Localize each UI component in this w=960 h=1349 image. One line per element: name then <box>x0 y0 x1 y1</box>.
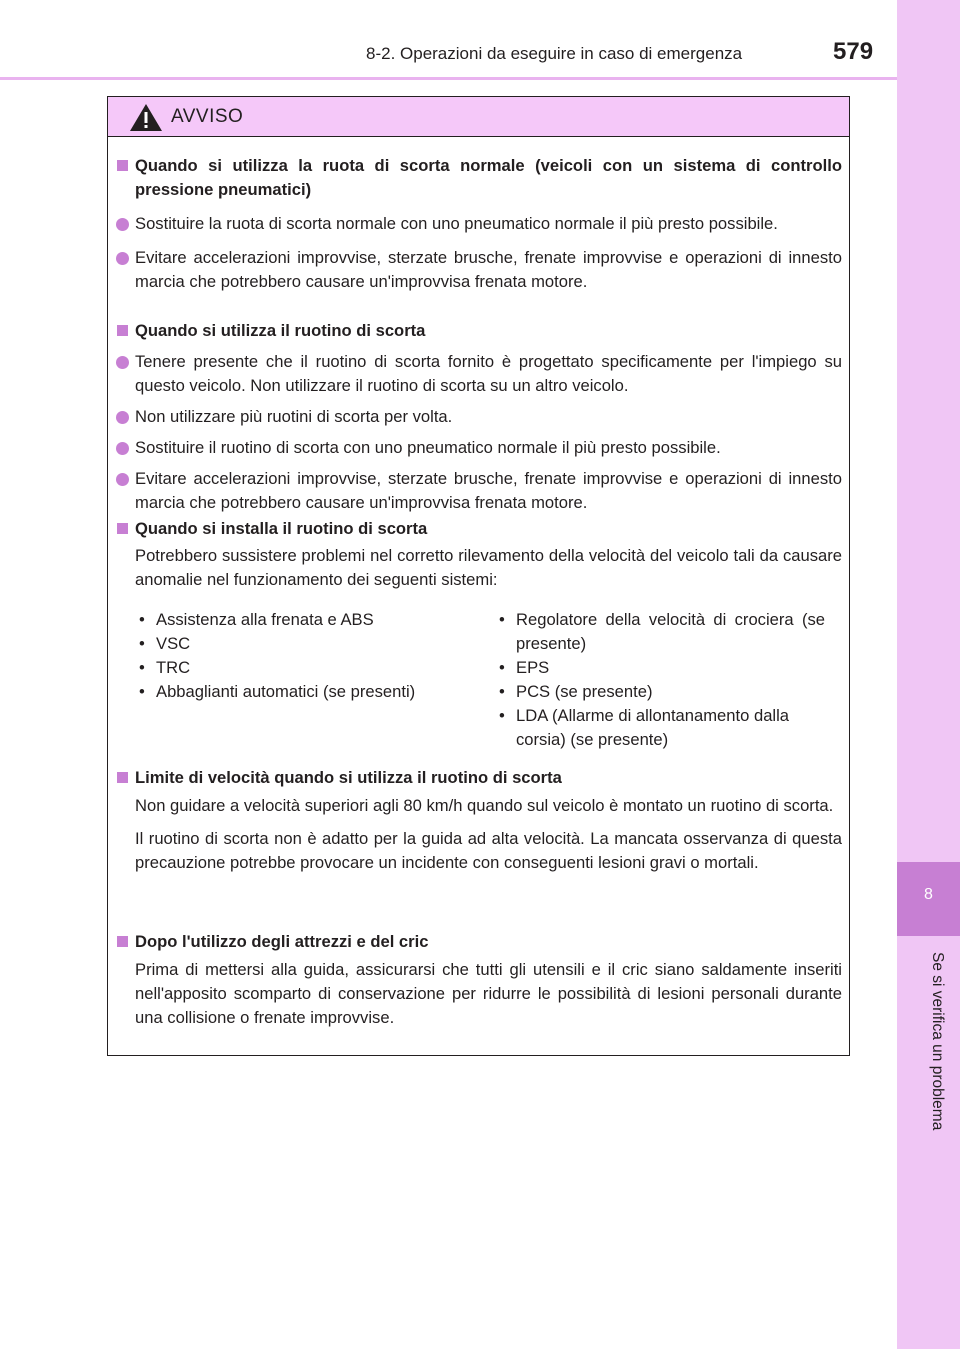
section-spare-wheel <box>114 154 842 294</box>
systems-list-left <box>135 608 480 704</box>
section-heading: Quando si utilizza il ruotino di scorta <box>114 319 842 343</box>
list-item: • Regolatore della velocità di crociera (se presente) <box>495 608 825 656</box>
list-item: • EPS <box>495 656 825 680</box>
section-after-tools <box>114 930 842 1030</box>
circle-bullet-icon <box>116 442 129 455</box>
section-paragraph: Il ruotino di scorta non è adatto per la guida ad alta velocità. La mancata osservanza di questa precauzione potrebbe provocare un incidente con conseguenti lesioni gravi o mortali. <box>135 829 842 872</box>
section-compact-spare <box>114 319 842 515</box>
section-heading: Quando si installa il ruotino di scorta <box>114 517 842 541</box>
side-tab <box>897 0 960 862</box>
list-item: Evitare accelerazioni improvvise, sterzate brusche, frenate improvvise e operazioni di innesto marcia che potrebbero causare un'improvvisa frenata motore. <box>114 246 842 294</box>
warning-triangle-icon <box>129 103 163 132</box>
circle-bullet-icon <box>116 473 129 486</box>
square-bullet-icon <box>117 936 128 947</box>
section-heading: Dopo l'utilizzo degli attrezzi e del cric <box>114 930 842 954</box>
section-paragraph: Prima di mettersi alla guida, assicurarsi che tutti gli utensili e il cric siano saldamente inseriti nell'apposito scomparto di conservazione per ridurre le possibilità di lesioni personali durante una collisione o frenate improvvise. <box>135 960 842 1027</box>
section-heading: Limite di velocità quando si utilizza il ruotino di scorta <box>114 766 842 790</box>
square-bullet-icon <box>117 325 128 336</box>
list-item: • Abbaglianti automatici (se presenti) <box>135 680 480 704</box>
section-paragraph: Non guidare a velocità superiori agli 80 km/h quando sul veicolo è montato un ruotino di scorta. <box>135 796 834 815</box>
affected-systems <box>114 608 842 758</box>
list-item: Non utilizzare più ruotini di scorta per volta. <box>114 405 842 429</box>
circle-bullet-icon <box>116 218 129 231</box>
list-item: • Assistenza alla frenata e ABS <box>135 608 480 632</box>
circle-bullet-icon <box>116 411 129 424</box>
header-rule <box>0 77 897 80</box>
section-heading: Quando si utilizza la ruota di scorta normale (veicoli con un sistema di controllo pressione pneumatici) <box>114 154 842 202</box>
chapter-number: 8 <box>897 862 960 936</box>
chapter-label: Se si verifica un problema <box>929 952 946 1131</box>
section-title: 8-2. Operazioni da eseguire in caso di emergenza <box>366 44 743 63</box>
circle-bullet-icon <box>116 356 129 369</box>
systems-list-right <box>495 608 825 752</box>
section-paragraph: Potrebbero sussistere problemi nel corretto rilevamento della velocità del veicolo tali da causare anomalie nel funzionamento dei seguenti sistemi: <box>135 546 842 589</box>
list-item: Sostituire la ruota di scorta normale con uno pneumatico normale il più presto possibile. <box>114 212 842 236</box>
warning-header <box>108 97 849 137</box>
circle-bullet-icon <box>116 252 129 265</box>
page-number: 579 <box>833 38 874 65</box>
list-item: • PCS (se presente) <box>495 680 825 704</box>
warning-title: AVVISO <box>171 106 244 127</box>
list-item: • TRC <box>135 656 480 680</box>
list-item: • VSC <box>135 632 480 656</box>
section-installing-spare <box>114 517 842 758</box>
list-item: Sostituire il ruotino di scorta con uno pneumatico normale il più presto possibile. <box>114 436 842 460</box>
list-item: Evitare accelerazioni improvvise, sterzate brusche, frenate improvvise e operazioni di innesto marcia che potrebbero causare un'improvvisa frenata motore. <box>114 467 842 515</box>
section-speed-limit <box>114 766 842 875</box>
list-item: • LDA (Allarme di allontanamento dalla corsia) (se presente) <box>495 704 825 752</box>
square-bullet-icon <box>117 772 128 783</box>
list-item: Tenere presente che il ruotino di scorta fornito è progettato specificamente per l'impiego su questo veicolo. Non utilizzare il ruotino di scorta su un altro veicolo. <box>114 350 842 398</box>
square-bullet-icon <box>117 160 128 171</box>
warning-box <box>107 96 850 1056</box>
square-bullet-icon <box>117 523 128 534</box>
